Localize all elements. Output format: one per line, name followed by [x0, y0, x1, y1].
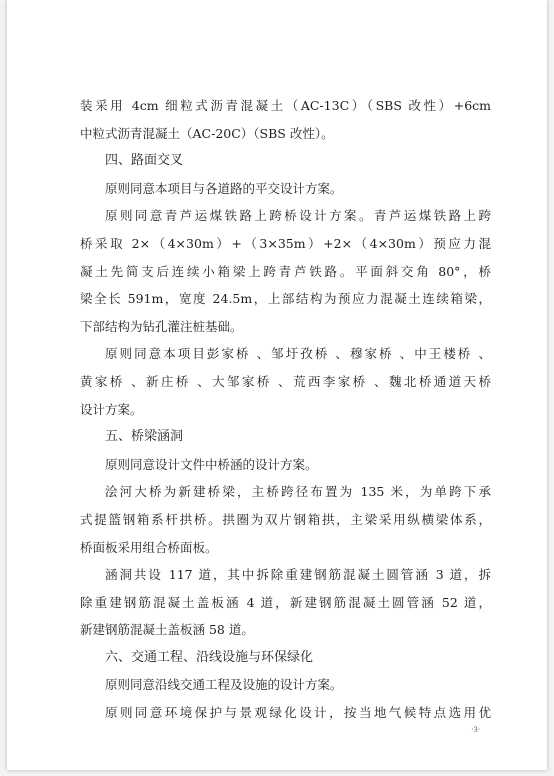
- document-page: [7, 0, 547, 770]
- text-line: 下部结构为钻孔灌注桩基础。: [80, 318, 243, 334]
- text-line: 桥采取 2×（4×30m）+（3×35m）+2×（4×30m）预应力混: [80, 235, 491, 251]
- text-line: 新建钢筋混凝土盖板涵 58 道。: [80, 622, 254, 638]
- page-number: ·3·: [471, 725, 481, 734]
- text-line: 凝土先简支后连续小箱梁上跨青芦铁路。平面斜交角 80°，桥: [80, 263, 491, 279]
- text-line: 除重建钢筋混凝土盖板涵 4 道，新建钢筋混凝土圆管涵 52 道，: [80, 594, 491, 610]
- text-line: 梁全长 591m，宽度 24.5m，上部结构为预应力混凝土连续箱梁，: [80, 291, 491, 307]
- text-line: 装采用 4cm 细粒式沥青混凝土（AC-13C）（SBS 改性）+6cm: [80, 98, 491, 113]
- section-heading: 五、桥梁涵洞: [105, 429, 184, 445]
- text-line: 桥面板采用组合桥面板。: [80, 539, 218, 555]
- text-line: 黄家桥 、新庄桥 、大邹家桥 、荒西李家桥 、魏北桥通道天桥: [80, 373, 491, 389]
- text-line: 浍河大桥为新建桥梁，主桥跨径布置为 135 米，为单跨下承: [105, 484, 491, 500]
- text-line: 原则同意本项目与各道路的平交设计方案。: [105, 180, 343, 196]
- text-line: 原则同意沿线交通工程及设施的设计方案。: [105, 677, 343, 693]
- text-line: 涵洞共设 117 道，其中拆除重建钢筋混凝土圆管涵 3 道，拆: [105, 567, 491, 583]
- section-heading: 六、交通工程、沿线设施与环保绿化: [105, 649, 314, 665]
- text-line: 原则同意青芦运煤铁路上跨桥设计方案。青芦运煤铁路上跨: [105, 208, 491, 224]
- text-line: 原则同意本项目彭家桥 、邹圩孜桥 、穆家桥 、中王楼桥 、: [105, 346, 491, 362]
- document-body: [80, 92, 491, 727]
- text-line: 原则同意环境保护与景观绿化设计，按当地气候特点选用优: [105, 705, 491, 721]
- text-line: 式提篮钢箱系杆拱桥。拱圈为双片钢箱拱，主梁采用纵横梁体系，: [80, 511, 491, 527]
- text-line: 设计方案。: [80, 401, 143, 417]
- section-heading: 四、路面交叉: [105, 153, 184, 169]
- text-line: 中粒式沥青混凝土（AC-20C）（SBS 改性）。: [80, 125, 334, 141]
- text-line: 原则同意设计文件中桥涵的设计方案。: [105, 456, 318, 472]
